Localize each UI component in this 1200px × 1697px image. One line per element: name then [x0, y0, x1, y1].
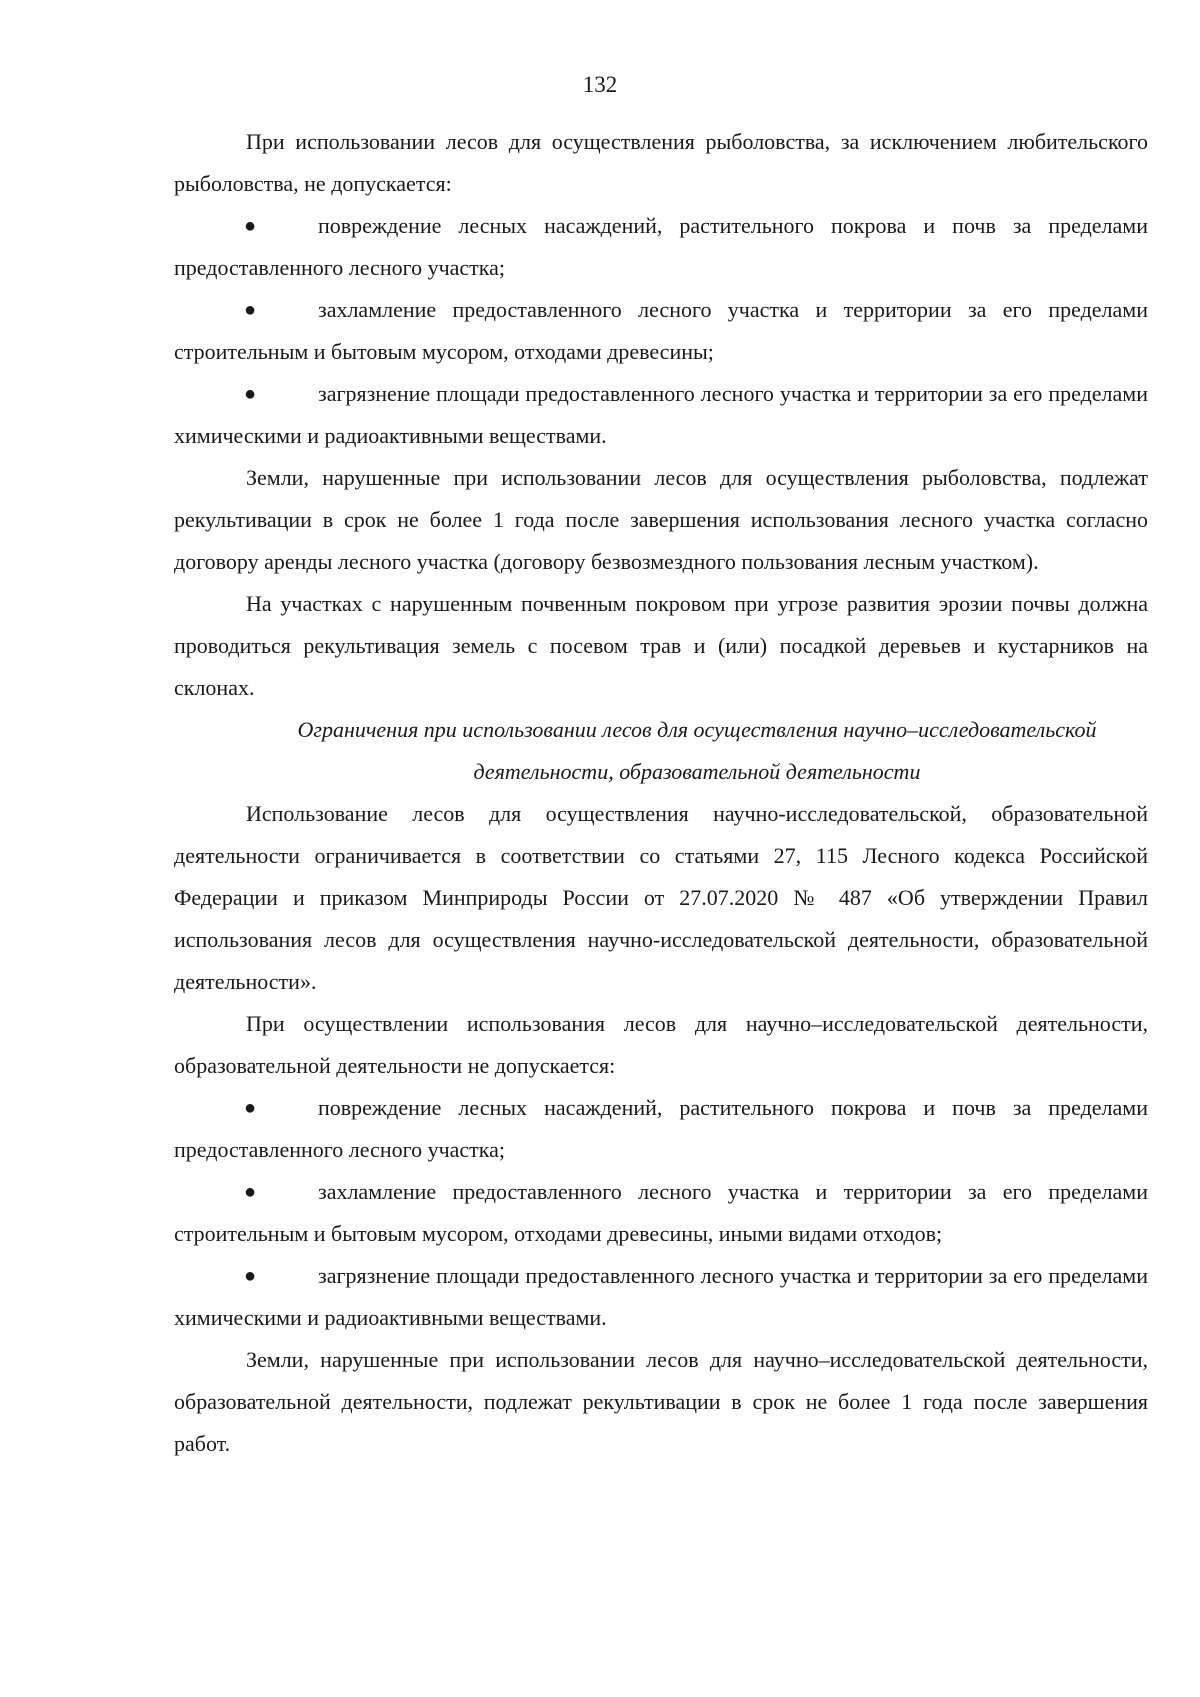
bullet-icon: ●: [244, 1265, 257, 1287]
bullet-icon: ●: [244, 383, 257, 405]
paragraph: Земли, нарушенные при использовании лесов для осуществления рыболовства, подлежат рекультивации в срок не более 1 года после завершения использования лесного участка согласно договору аренды лесного участка (договору безвозмездного пользования лесным участком).: [174, 465, 1148, 574]
document-body: [174, 121, 1148, 1465]
paragraph: На участках с нарушенным почвенным покровом при угрозе развития эрозии почвы должна проводиться рекультивация земель с посевом трав и (или) посадкой деревьев и кустарников на склонах.: [174, 591, 1148, 700]
paragraph: Использование лесов для осуществления научно-исследовательской, образовательной деятельности ограничивается в соответствии со статьями 27, 115 Лесного кодекса Российской Федерации и приказом Минприроды России от 27.07.2020 № 487 «Об утверждении Правил использования лесов для осуществления научно-исследовательской деятельности, образовательной деятельности».: [174, 801, 1148, 994]
bullet-text: захламление предоставленного лесного участка и территории за его пределами строительным и бытовым мусором, отходами древесины;: [174, 297, 1148, 364]
bullet-item: [174, 205, 1148, 289]
page-number: 132: [582, 72, 618, 97]
bullet-text: загрязнение площади предоставленного лесного участка и территории за его пределами химическими и радиоактивными веществами.: [174, 1263, 1148, 1330]
bullet-item: [174, 289, 1148, 373]
paragraph: При использовании лесов для осуществления рыболовства, за исключением любительского рыболовства, не допускается:: [174, 129, 1148, 196]
bullet-item: [174, 1255, 1148, 1339]
paragraph: При осуществлении использования лесов для научно–исследовательской деятельности, образовательной деятельности не допускается:: [174, 1011, 1148, 1078]
paragraph: Земли, нарушенные при использовании лесов для научно–исследовательской деятельности, образовательной деятельности, подлежат рекультивации в срок не более 1 года после завершения работ.: [174, 1347, 1148, 1456]
bullet-icon: ●: [244, 1097, 257, 1119]
bullet-icon: ●: [244, 215, 257, 237]
bullet-item: [174, 1087, 1148, 1171]
bullet-text: повреждение лесных насаждений, растительного покрова и почв за пределами предоставленного лесного участка;: [174, 1095, 1148, 1162]
bullet-text: захламление предоставленного лесного участка и территории за его пределами строительным и бытовым мусором, отходами древесины, иными видами отходов;: [174, 1179, 1148, 1246]
bullet-item: [174, 1171, 1148, 1255]
bullet-text: загрязнение площади предоставленного лесного участка и территории за его пределами химическими и радиоактивными веществами.: [174, 381, 1148, 448]
section-heading: Ограничения при использовании лесов для осуществления научно–исследовательской деятельности, образовательной деятельности: [297, 717, 1097, 784]
bullet-icon: ●: [244, 299, 257, 321]
bullet-item: [174, 373, 1148, 457]
bullet-icon: ●: [244, 1181, 257, 1203]
bullet-text: повреждение лесных насаждений, растительного покрова и почв за пределами предоставленного лесного участка;: [174, 213, 1148, 280]
